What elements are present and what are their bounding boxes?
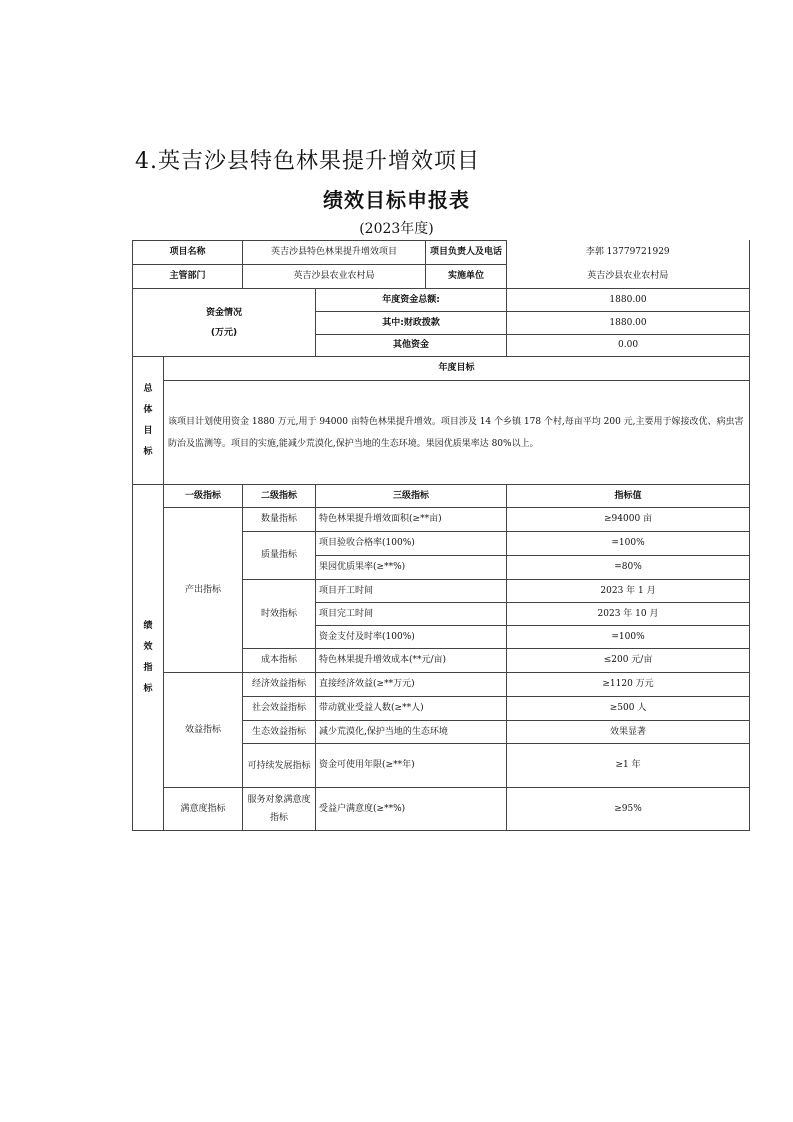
impl-value: 英吉沙县农业农村局 — [506, 264, 749, 288]
service-satisfaction-indicator: 服务对象满意度指标 — [243, 788, 316, 831]
header-level2: 二级指标 — [243, 485, 316, 508]
funds-label-line1: 资金情况 — [206, 307, 243, 318]
benefit-indicator: 效益指标 — [164, 673, 243, 788]
funds-total-label: 年度资金总额: — [316, 289, 507, 312]
impl-label: 实施单位 — [426, 265, 507, 289]
sustainable-indicator: 可持续发展指标 — [243, 744, 316, 788]
indicator-value: ≤200 元/亩 — [507, 649, 750, 673]
indicator-value: 2023 年 1 月 — [507, 580, 750, 603]
goal-text-row — [133, 381, 750, 485]
indicator-row — [133, 788, 750, 831]
level3-indicator: 减少荒漠化,保护当地的生态环境 — [316, 721, 507, 744]
funds-fiscal-value: 1880.00 — [507, 312, 750, 335]
info-value-cell — [507, 241, 750, 265]
goal-side-char: 体 — [143, 404, 153, 415]
goal-header-row — [133, 357, 750, 381]
indicator-row — [133, 673, 750, 697]
level3-indicator: 项目完工时间 — [316, 603, 507, 626]
indicator-row — [133, 508, 750, 532]
indicator-value: ≥1 年 — [507, 744, 750, 788]
funds-fiscal-label: 其中:财政拨款 — [316, 312, 507, 335]
level3-indicator: 资金支付及时率(100%) — [316, 626, 507, 649]
indicator-value: =80% — [507, 556, 750, 580]
timeliness-indicator: 时效指标 — [243, 580, 316, 649]
satisfaction-indicator: 满意度指标 — [164, 788, 243, 831]
level3-indicator: 特色林果提升增效面积(≥**亩) — [316, 508, 507, 532]
level3-indicator: 带动就业受益人数(≥**人) — [316, 697, 507, 721]
indicator-value: =100% — [507, 532, 750, 556]
section-heading: 4.英吉沙县特色林果提升增效项目 — [135, 149, 480, 174]
indicator-side-label — [133, 485, 164, 831]
header-value: 指标值 — [507, 485, 750, 508]
form-year: (2023年度) — [359, 221, 434, 237]
cost-indicator: 成本指标 — [243, 649, 316, 673]
level3-indicator: 受益户满意度(≥**%) — [316, 788, 507, 831]
funds-other-label: 其他资金 — [316, 335, 507, 357]
ecological-indicator: 生态效益指标 — [243, 721, 316, 744]
dept-value: 英吉沙县农业农村局 — [243, 265, 426, 289]
dept-label: 主管部门 — [133, 265, 243, 289]
indicator-value: ≥1120 万元 — [507, 673, 750, 697]
leader-label: 项目负责人及电话 — [426, 241, 507, 265]
project-name-row — [133, 241, 750, 265]
project-name-value: 英吉沙县特色林果提升增效项目 — [243, 241, 426, 265]
project-name-label: 项目名称 — [133, 241, 243, 265]
header-level3: 三级指标 — [316, 485, 507, 508]
level3-indicator: 项目验收合格率(100%) — [316, 532, 507, 556]
indicator-header-row — [133, 485, 750, 508]
performance-goal-table — [132, 240, 750, 831]
indicator-side-char: 效 — [143, 641, 153, 652]
funds-other-value: 0.00 — [507, 335, 750, 357]
goal-side-char: 总 — [143, 383, 153, 394]
funds-total-value: 1880.00 — [507, 289, 750, 312]
dept-row — [133, 265, 750, 289]
indicator-side-char: 标 — [143, 683, 153, 694]
goal-header: 年度目标 — [164, 357, 750, 381]
indicator-side-char: 指 — [143, 662, 153, 673]
indicator-side-char: 绩 — [143, 620, 153, 631]
quality-indicator: 质量指标 — [243, 532, 316, 580]
info-value-cell — [507, 265, 750, 289]
level3-indicator: 果园优质果率(≥**%) — [316, 556, 507, 580]
quantity-indicator: 数量指标 — [243, 508, 316, 532]
level3-indicator: 项目开工时间 — [316, 580, 507, 603]
leader-value: 李郭 13779721929 — [506, 240, 749, 264]
goal-side-char: 目 — [143, 425, 153, 436]
goal-side-char: 标 — [143, 446, 153, 457]
indicator-value: 2023 年 10 月 — [507, 603, 750, 626]
form-title: 绩效目标申报表 — [323, 188, 470, 212]
header-level1: 一级指标 — [164, 485, 243, 508]
goal-side-label — [133, 357, 164, 485]
level3-indicator: 资金可使用年限(≥**年) — [316, 744, 507, 788]
indicator-value: ≥95% — [507, 788, 750, 831]
indicator-value: ≥500 人 — [507, 697, 750, 721]
level3-indicator: 特色林果提升增效成本(**元/亩) — [316, 649, 507, 673]
indicator-value: ≥94000 亩 — [507, 508, 750, 532]
indicator-value: =100% — [507, 626, 750, 649]
economic-indicator: 经济效益指标 — [243, 673, 316, 697]
funds-label — [133, 289, 316, 357]
funds-total-row — [133, 289, 750, 312]
level3-indicator: 直接经济效益(≥**万元) — [316, 673, 507, 697]
funds-label-line2: (万元) — [210, 327, 238, 338]
goal-text: 该项目计划使用资金 1880 万元,用于 94000 亩特色林果提升增效。项目涉及 14 个乡镇 178 个村,每亩平均 200 元,主要用于嫁接改优、病虫害防治及监测等。项目的实施,能减少荒漠化,保护当地的生态环境。果园优质果率达 80%以上。 — [164, 381, 750, 485]
indicator-value: 效果显著 — [507, 721, 750, 744]
social-indicator: 社会效益指标 — [243, 697, 316, 721]
output-indicator: 产出指标 — [164, 508, 243, 673]
